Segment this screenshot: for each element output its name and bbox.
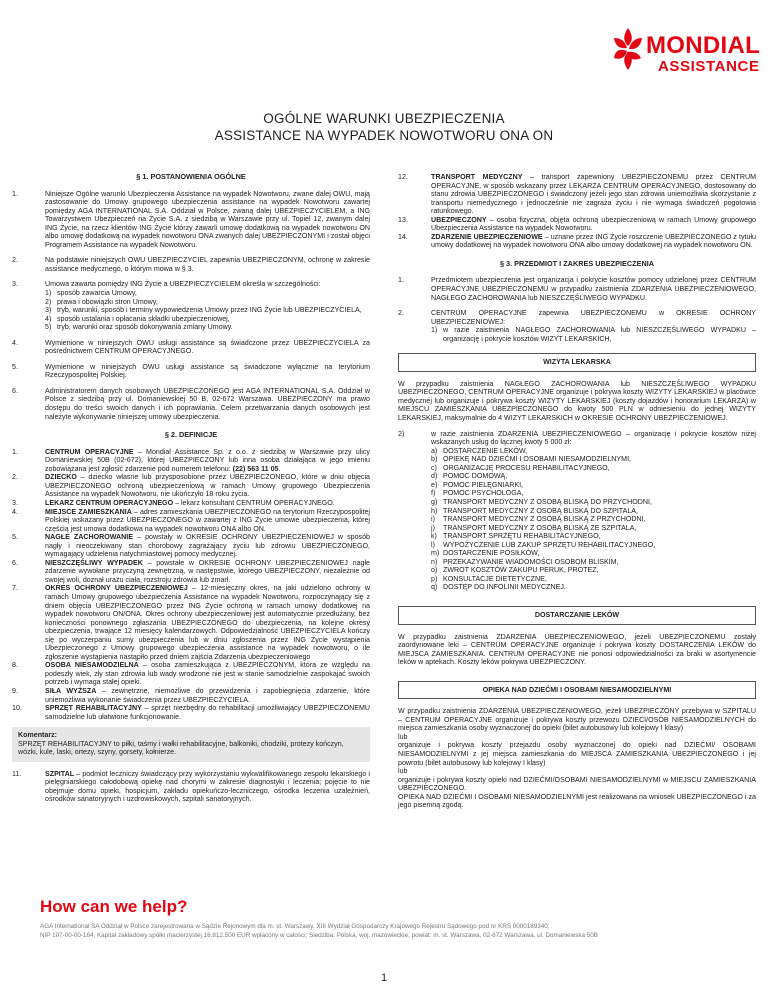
item-number: 8.: [12, 661, 18, 670]
item-text: [431, 216, 756, 233]
sub-text: tryb, warunki, sposób i terminy wypowiedzenia Umowy przez ING Życie lub UBEZPIECZYCIELA,: [57, 306, 362, 315]
service-text: KONSULTACJE DIETETYCZNE,: [443, 574, 547, 583]
definition-term: SPRZĘT REHABILITACYJNY: [45, 704, 142, 713]
service-text: TRANSPORT MEDYCZNY Z OSOBĄ BLISKĄ DO SZPITALA,: [443, 506, 638, 515]
definition-term: OSOBA NIESAMODZIELNA: [45, 661, 139, 670]
definition-1: [12, 448, 370, 474]
item-text: [431, 309, 756, 343]
sub-number: 4): [45, 314, 52, 323]
wizyta-lekarska-text: W przypadku zaistnienia NAGŁEGO ZACHOROWANIA lub NIESZCZĘŚLIWEGO WYPADKU UBEZPIECZONEGO, CENTRUM OPERACYJNE organizuje i pokrywa koszty WIZYTY LEKARSKIEJ w placówce medycznej lub organizuje i pokrywa koszty WIZYTY LEKARSKIEJ (koszty dojazdów i honorarium LEKARZA) w MIEJSCU ZAMIESZKANIA UBEZPIECZONEGO do kwoty 500 PLN w odniesieniu do jednej WIZYTY LEKARSKIEJ, maksymalnie do 4 WIZYT LEKARSKICH w OKRESIE OCHRONY UBEZPIECZENIOWEJ.: [398, 379, 756, 423]
mondial-swirl-logo-icon: [608, 24, 648, 76]
sub-number: 1): [431, 326, 438, 335]
definition-7: [12, 584, 370, 661]
dostarczanie-lekow-heading: DOSTARCZANIE LEKÓW: [398, 606, 756, 625]
definition-term: UBEZPIECZONY: [431, 215, 487, 224]
item-text: [45, 499, 370, 508]
service-item: [431, 541, 756, 550]
sub-item: [45, 315, 370, 324]
service-item: [431, 575, 756, 584]
definition-text: – powstałe w OKRESIE OCHRONY UBEZPIECZENIOWEJ nagłe zdarzenie wywołane przyczyną zewnętrzną, w następstwie, którego UBEZPIECZONY, niezależnie od swojej woli, doznał urazu ciała, rozstroju zdrowia lub zmarł.: [45, 558, 370, 584]
opieka-heading: OPIEKA NAD DZIEĆMI I OSOBAMI NIESAMODZIELNYMI: [398, 681, 756, 700]
comment-text: SPRZĘT REHABILITACYJNY to piłki, taśmy i wałki rehabilitacyjne, balkoniki, chodziki, protezy kończyn, wózki, kule, laski, ortezy, szyny, gorsety, kołnierze.: [18, 739, 344, 757]
services-list: [431, 447, 756, 592]
service-item: [431, 455, 756, 464]
item-text: [45, 661, 370, 687]
item-number: 4.: [12, 338, 18, 347]
section-1-heading: § 1. POSTANOWIENIA OGÓLNE: [136, 172, 246, 181]
sub-text: prawa i obowiązki stron Umowy,: [57, 297, 158, 306]
definition-3: [12, 499, 370, 508]
service-item: [431, 583, 756, 592]
item-text: Administratorem danych osobowych UBEZPIECZONEGO jest AGA INTERNATIONAL S.A. Oddział w Polsce z siedzibą przy ul. Domaniewskiej 50 B, 02-672 Warszawa. UBEZPIECZONY ma prawo dostępu do treści swoich danych i ich poprawiania. Celem przetwarzania danych osobowych jest należyte wykonywanie niniejszej umowy ubezpieczenia.: [45, 386, 370, 421]
definition-text: – zewnętrzne, niemożliwe do przewidzenia i zapobiegnięcia zdarzenie, które uniemożliwia wykonanie świadczenia przez UBEZPIECZYCIELA.: [45, 686, 370, 704]
service-letter: o): [431, 566, 438, 575]
service-text: DOSTARCZENIE LEKÓW,: [443, 446, 528, 455]
item-number: 10.: [12, 704, 22, 713]
item-text: [431, 173, 756, 216]
definition-term: LEKARZ CENTRUM OPERACYJNEGO: [45, 498, 174, 507]
s1-item-5: [12, 363, 370, 380]
service-item: [431, 489, 756, 498]
sub-text: sposób zawarcia Umowy,: [57, 289, 137, 298]
s1-item-3: [12, 280, 370, 331]
definition-10: [12, 704, 370, 721]
comment-box: [12, 727, 370, 762]
sub-item: [45, 289, 370, 298]
definition-9: [12, 687, 370, 704]
definition-text: – dziecko własne lub przysposobione przez UBEZPIECZONEGO, które w dniu objęcia UBEZPIECZONEGO ochroną ubezpieczeniową w ramach Umowy grupowego Ubezpieczenia Assistance na wypadek Nowotworu, nie ukończyło 18 roku życia.: [45, 473, 370, 499]
item-text: [45, 473, 370, 499]
item-text: [45, 584, 370, 661]
item-text: [45, 559, 370, 585]
service-item: [431, 566, 756, 575]
service-letter: f): [431, 489, 436, 498]
definition-text: – uznane przez ING Życie roszczenie UBEZPIECZONEGO z tytułu umowy dodatkowej na wypadek nowotworu ONA albo umowy dodatkowej na wypadek nowotworu ON.: [431, 232, 756, 250]
item-text: [45, 687, 370, 704]
service-item: [431, 532, 756, 541]
definition-term: OKRES OCHRONY UBEZPIECZENIOWEJ: [45, 584, 188, 593]
definition-12: [398, 173, 756, 216]
opieka-line: lub: [398, 767, 408, 776]
item-number: 2.: [398, 309, 404, 318]
s1-item-6: [12, 387, 370, 421]
help-heading: How can we help?: [40, 897, 188, 916]
comment-label: Komentarz:: [18, 731, 58, 740]
service-item: [431, 549, 756, 558]
opieka-line: OPIEKA NAD DZIEĆMI I OSOBAMI NIESAMODZIELNYMI jest realizowana na wniosek UBEZPIECZONEGO i za jego pisemną zgodą.: [398, 792, 756, 810]
service-letter: b): [431, 455, 438, 464]
document-title-line-2: ASSISTANCE NA WYPADEK NOWOTWORU ONA ON: [214, 128, 554, 143]
definition-11: [12, 770, 370, 804]
item-number: 11.: [12, 769, 22, 778]
dostarczanie-lekow-text: W przypadku zaistnienia ZDARZENIA UBEZPIECZENIOWEGO, jeżeli UBEZPIECZONEMU zostały zaordynowane leki – CENTRUM OPERACYJNE organizuje i pokrywa koszty DOSTARCZENIA LEKÓW do MIEJSCA ZAMIESZKANIA. CENTRUM OPERACYJNE nie ponosi odpowiedzialności za braki w asortymencie leków w aptekach. Koszty leków pokrywa UBEZPIECZONY.: [398, 632, 756, 667]
service-letter: q): [431, 583, 438, 592]
service-letter: d): [431, 472, 438, 481]
item-intro: CENTRUM OPERACYJNE zapewnia UBEZPIECZONEMU w OKRESIE OCHRONY UBEZPIECZENIOWEJ:: [431, 309, 756, 326]
service-letter: c): [431, 463, 437, 472]
definition-term: NIESZCZĘŚLIWY WYPADEK: [45, 558, 143, 567]
service-letter: a): [431, 446, 438, 455]
item-number: 2): [398, 429, 405, 438]
service-text: ORGANIZACJĘ PROCESU REHABILITACYJNEGO,: [443, 463, 610, 472]
service-text: WYPOŻYCZENIE LUB ZAKUP SPRZĘTU REHABILITACYJNEGO,: [443, 540, 656, 549]
definition-term: SIŁA WYŻSZA: [45, 686, 97, 695]
footer-line-2: NIP 107-00-00-164; Kapitał zakładowy spółki macierzystej 16.812.500 EUR wpłacony w całości; Siedziba: Polska, woj. mazowieckie, powiat: m. st. Warszawa, 02-672 Warszawa, ul. Domaniewska 50B: [40, 932, 598, 939]
definition-6: [12, 559, 370, 585]
definition-text: – Mondial Assistance Sp. z o.o. z siedzibą w Warszawie przy ulicy Domaniewskiej 50B (02-672), której UBEZPIECZONY lub inna osoba działająca w jego imieniu zobowiązana jest zgłosić zdarzenie pod numerem telefonu:: [45, 447, 370, 473]
sub-number: 5): [45, 323, 52, 332]
mondial-assistance-logo: [608, 24, 761, 80]
page-number: 1: [380, 972, 388, 984]
service-letter: l): [431, 540, 435, 549]
item-number: 3.: [12, 280, 18, 289]
definition-term: ZDARZENIE UBEZPIECZENIOWE: [431, 232, 543, 241]
definition-text: – podmiot leczniczy świadczący przy wykorzystaniu wykwalifikowanego zespołu lekarskiego i pielęgniarskiego całodobową opiekę nad chorymi w zakresie diagnostyki i leczenia; pojęcie to nie obejmuje domu opieki, hospicjum, zakładu opiekuńczo-leczniczego, ośrodka leczenia uzależnień, ośrodków sanatoryjnych i uzdrowiskowych, szpitali sanatoryjnych.: [45, 769, 370, 804]
item-text: Niniejsze Ogólne warunki Ubezpieczenia Assistance na wypadek Nowotworu, zwane dalej OWU, mają zastosowanie do Umowy grupowego ubezpieczenia assistance na wypadek Nowotworu zawartej pomiędzy AGA INTERNATIONAL S.A. Oddział w Polsce, zwaną dalej UBEZPIECZYCIELEM, a ING Towarzystwem Ubezpieczeń na Życie S.A. z siedzibą w Warszawie przy ul. Topiel 12, zwanym dalej ING Życie, na rzecz klientów ING Życie którzy zawarli umowę dodatkową na wypadek nowotworu ON albo umowę dodatkową na wypadek nowotworu ONA zwanych dalej UBEZPIECZONYMI i został objęci Programem Assistance na wypadek Nowotworu.: [45, 189, 370, 249]
item-text: [45, 704, 370, 721]
service-letter: p): [431, 574, 438, 583]
s3-sub-item-2: [398, 430, 756, 592]
sub-text: tryb, warunki oraz sposób dokonywania zmiany Umowy.: [57, 323, 233, 332]
item-number: 4.: [12, 507, 18, 516]
definition-text: – osoba fizyczna, objęta ochroną ubezpieczeniową w ramach Umowy grupowego Ubezpieczenia Assistance na wypadek Nowotworu.: [431, 215, 756, 233]
definition-term: MIEJSCE ZAMIESZKANIA: [45, 507, 132, 516]
service-text: POMOC DOMOWĄ,: [443, 472, 508, 481]
sub-number: 3): [45, 306, 52, 315]
service-text: OPIEKĘ NAD DZIEĆMI I OSOBAMI NIESAMODZIELNYMI,: [443, 455, 632, 464]
item-text: Przedmiotem ubezpieczenia jest organizacja i pokrycie kosztów pomocy udzielonej przez CENTRUM OPERACYJNE UBEZPIECZONEMU w przypadku zaistnienia ZDARZENIA UBEZPIECZENIOWEGO, NAGŁEGO ZACHOROWANIA lub NIESZCZĘŚLIWEGO WYPADKU.: [431, 276, 756, 302]
s3-item-2: [398, 309, 756, 343]
s1-item-2: [12, 256, 370, 273]
definition-5: [12, 533, 370, 559]
sub-item: [431, 326, 756, 343]
item-text: [45, 280, 370, 331]
sub-item: [45, 323, 370, 332]
service-item: [431, 472, 756, 481]
service-text: POMOC PSYCHOLOGA,: [443, 489, 524, 498]
definition-term: NAGŁE ZACHOROWANIE: [45, 533, 134, 542]
service-letter: i): [431, 515, 435, 524]
definitions-list: [12, 448, 370, 722]
item-number: 5.: [12, 362, 18, 371]
service-item: [431, 447, 756, 456]
item-text: [45, 770, 370, 804]
item-text: Wymienione w niniejszych OWU usługi assistance są świadczone przez UBEZPIECZYCIELA za pośrednictwem CENTRUM OPERACYJNEGO.: [45, 338, 370, 356]
service-letter: e): [431, 480, 438, 489]
definition-text: – 12-miesięczny okres, na jaki udzielono ochrony w ramach Umowy grupowego ubezpieczenia Assistance na wypadek Nowotworu, rozpoczynający się z dniem objęcia UBEZPIECZONEGO przez ING Życie ochroną w ramach umowy dodatkowej na wypadek nowotworu ON/ONA. Okres ochrony ubezpieczeniowej jest automatycznie przedłużany, bez konieczności ponownego zgłaszania UBEZPIECZONEGO do ubezpieczenia, na kolejne okresy ubezpieczenia, trwające 12 miesięcy kalendarzowych. Odpowiedzialność UBEZPIECZYCIELA kończy się po wyczerpaniu sumy ubezpieczenia lub w dniu zgłoszenia przez ING Życie wystąpienia Ubezpieczonego z Umowy grupowego ubezpieczenia assistance na wypadek nowotworu, o ile zgłoszenie wystąpienia nastąpiło przed dniem zajścia Zdarzenia ubezpieczeniowego: [45, 584, 370, 661]
service-item: [431, 524, 756, 533]
sub-number: 2): [45, 297, 52, 306]
sub-item: [45, 306, 370, 315]
service-text: TRANSPORT MEDYCZNY Z OSOBĄ BLISKĄ Z PRZYCHODNI,: [443, 515, 646, 524]
service-letter: g): [431, 497, 438, 506]
item-number: 1.: [398, 276, 404, 285]
service-item: [431, 515, 756, 524]
item-intro: Umowa zawarta pomiędzy ING Życie a UBEZPIECZYCIELEM określa w szczególności:: [45, 280, 321, 289]
item-number: 2.: [12, 256, 18, 265]
right-column: [398, 173, 756, 810]
definition-13: [398, 216, 756, 233]
item-number: 1.: [12, 189, 18, 198]
item-number: 12.: [398, 173, 408, 181]
opieka-line: organizuje i pokrywa koszty przejazdu osoby wyznaczonej do opieki nad DZIEĆMI/ OSOBAMI NIESAMODZIELNYMI z jej miejsca zamieszkania do MIEJSCA ZAMIESZKANIA UBEZPIECZONEGO i jej powrotu (bilet autobusowy lub kolejowy I klasy): [398, 741, 756, 767]
definition-term: CENTRUM OPERACYJNE: [45, 447, 134, 456]
wizyta-lekarska-heading: WIZYTA LEKARSKA: [398, 353, 756, 372]
left-column: [12, 173, 370, 811]
definition-text: – transport zapewniony UBEZPIECZONEMU przez CENTRUM OPERACYJNE, w sposób wskazany przez LEKARZA CENTRUM OPERACYJNEGO, dostosowany do stanu zdrowia UBEZPIECZONEGO i świadczony jeżeli jego stan zdrowia uniemożliwia skorzystanie z transportu niemedycznego i jednocześnie nie zagraża życiu i nie wymaga świadczeń pogotowia ratunkowego.: [431, 173, 756, 216]
sub-number: 1): [45, 289, 52, 298]
item-text: [45, 508, 370, 534]
definition-text: – osoba zamieszkująca z UBEZPIECZONYM, która ze względu na podeszły wiek, zły stan zdrowia lub wady wrodzone nie jest w stanie samodzielnie zaspokajać swoich potrzeb i wymaga stałej opieki.: [45, 661, 370, 687]
item-number: 3.: [12, 498, 18, 507]
service-text: DOSTĘP DO INFOLINII MEDYCZNEJ.: [443, 583, 566, 592]
item-text: [45, 448, 370, 474]
definition-text: – lekarz konsultant CENTRUM OPERACYJNEGO.: [173, 498, 335, 507]
service-letter: k): [431, 532, 437, 541]
item-number: 14.: [398, 232, 408, 241]
service-text: TRANSPORT SPRZĘTU REHABILITACYJNEGO,: [443, 532, 601, 541]
definition-text: – sprzęt niezbędny do rehabilitacji umożliwiający UBEZPIECZONEMU samodzielne lub ułatwione funkcjonowanie.: [45, 704, 370, 721]
definition-4: [12, 508, 370, 534]
definition-8: [12, 661, 370, 687]
item-text: Wymienione w niniejszych OWU usługi assistance są świadczone wyłącznie na terytorium Rzeczypospolitej Polskiej.: [45, 362, 370, 380]
service-text: TRANSPORT MEDYCZNY Z OSOBĄ BLISKĄ DO PRZYCHODNI,: [443, 497, 652, 506]
definition-term: TRANSPORT MEDYCZNY: [431, 173, 523, 181]
item-number: 1.: [12, 447, 18, 456]
service-item: [431, 507, 756, 516]
service-text: DOSTARCZENIE POSIŁKÓW,: [443, 549, 540, 558]
service-letter: j): [431, 523, 435, 532]
definition-term: DZIECKO: [45, 473, 77, 482]
s1-item-1: [12, 190, 370, 250]
section-2-heading: § 2. DEFINICJE: [164, 430, 218, 440]
s3-item-1: [398, 276, 756, 302]
service-item: [431, 498, 756, 507]
phone-number: (22) 563 11 05: [232, 464, 279, 473]
section-3-heading: § 3. PRZEDMIOT I ZAKRES UBEZPIECZENIA: [499, 258, 655, 268]
service-item: [431, 464, 756, 473]
service-letter: n): [431, 557, 438, 566]
opieka-line: W przypadku zaistnienia ZDARZENIA UBEZPIECZENIOWEGO, jeżeli UBEZPIECZONY przebywa w SZPITALU – CENTRUM OPERACYJNE organizuje i pokrywa koszty przewozu DZIECI/OSÓB NIESAMODZIELNYCH do miejsca zamieszkania osoby wyznaczonej do opieki (bilet autobusowy lub kolejowy I klasy): [398, 707, 756, 733]
legal-footer: [40, 922, 740, 940]
item-number: 9.: [12, 686, 18, 695]
sub-text: w razie zaistnienia NAGŁEGO ZACHOROWANIA lub NIESZCZĘŚLIWEGO WYPADKU – organizację i pokrycie kosztów WIZYT LEKARSKICH,: [443, 326, 756, 343]
logo-sub-text: ASSISTANCE: [658, 58, 760, 75]
item-number: 6.: [12, 558, 18, 567]
definition-text: – adres zamieszkania UBEZPIECZONEGO na terytorium Rzeczypospolitej Polskiej wskazany przez UBEZPIECZONEGO w zawartej z ING Życie umowie ubezpieczenia, której częścią jest umowa dodatkowa na wypadek nowotworu ONA albo ON.: [45, 507, 370, 533]
sub-text: sposób ustalania i opłacania składki ubezpieczeniowej,: [57, 314, 230, 323]
document-title-line-1: OGÓLNE WARUNKI UBEZPIECZENIA: [263, 111, 505, 126]
s1-item-4: [12, 339, 370, 356]
footer-line-1: AGA International SA Oddział w Polsce zarejestrowana w Sądzie Rejonowym dla m. st. Warszawy, XIII Wydział Gospodarczy Krajowego Rejestru Sądowego pod nr KRS 0000189340;: [40, 923, 550, 930]
item-text: [45, 533, 370, 559]
item-intro: w razie zaistnienia ZDARZENIA UBEZPIECZENIOWEGO – organizację i pokrycie kosztów niżej wskazanych usług do łącznej kwoty 5 000 zł:: [431, 429, 756, 447]
sub-list: [45, 289, 370, 332]
item-number: 5.: [12, 533, 18, 542]
item-number: 6.: [12, 386, 18, 395]
item-number: 7.: [12, 584, 18, 593]
opieka-text: [398, 707, 756, 810]
service-text: ZWROT KOSZTÓW ZAKUPU PERUK, PROTEZ,: [443, 566, 599, 575]
service-letter: m): [431, 549, 440, 558]
opieka-line: organizuje i pokrywa koszty opieki nad DZIEĆMI/OSOBAMI NIESAMODZIELNYMI w MIEJSCU ZAMIESZKANIA UBEZPIECZONEGO.: [398, 775, 756, 793]
definition-14: [398, 233, 756, 250]
logo-brand-text: MONDIAL: [646, 32, 761, 59]
item-text: [431, 430, 756, 592]
opieka-line: lub: [398, 732, 408, 741]
service-text: POMOC PIELĘGNIARKI,: [443, 480, 524, 489]
service-item: [431, 481, 756, 490]
item-text: [431, 233, 756, 250]
service-letter: h): [431, 506, 438, 515]
item-number: 13.: [398, 215, 408, 224]
item-number: 2.: [12, 473, 18, 482]
item-text: Na podstawie niniejszych OWU UBEZPIECZYCIEL zapewnia UBEZPIECZONYM, ochronę w zakresie assistance medycznego, o którym mowa w § 3.: [45, 256, 370, 273]
definition-tail: .: [278, 464, 281, 473]
sub-item: [45, 298, 370, 307]
service-text: TRANSPORT MEDYCZNY Z OSOBĄ BLISKĄ ZE SZPITALA,: [443, 523, 637, 532]
definition-term: SZPITAL: [45, 769, 75, 778]
definition-2: [12, 473, 370, 499]
definition-text: – powstały w OKRESIE OCHRONY UBEZPIECZENIOWEJ w sposób nagły i nieoczekiwany stan chorobowy zagrażający życiu lub zdrowiu UBEZPIECZONEGO, wymagający udzielenia natychmiastowej pomocy medycznej.: [45, 533, 370, 559]
service-text: PRZEKAZYWANIE WIADOMOŚCI OSOBOM BLISKIM,: [443, 557, 619, 566]
